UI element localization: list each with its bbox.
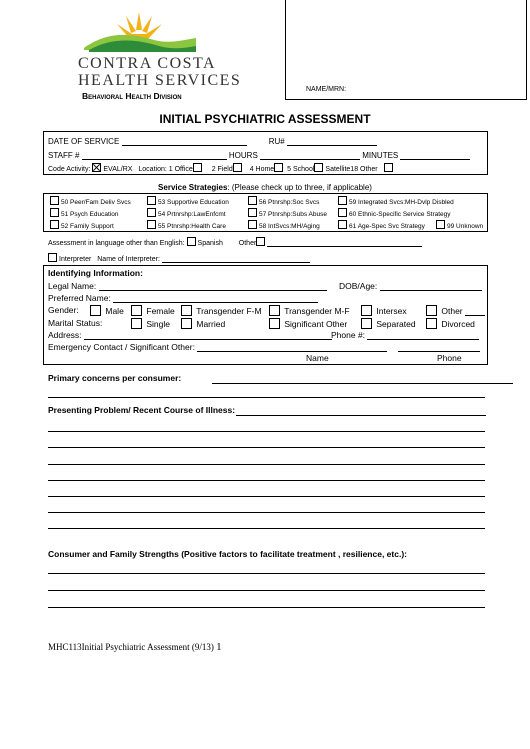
strategy-item[interactable] <box>147 196 229 206</box>
strategy-label: Age-Spec Svc Strategy <box>357 223 425 230</box>
strategy-code: 60 <box>349 211 357 218</box>
presenting-problem-line[interactable] <box>48 528 485 529</box>
strategy-label: IntSvcs:MH/Aging <box>268 223 320 230</box>
date-of-service-row <box>48 137 377 146</box>
strategy-item[interactable] <box>147 220 226 230</box>
marital-checkbox[interactable] <box>181 318 192 329</box>
strategy-checkbox[interactable] <box>50 208 59 217</box>
emergency-row <box>48 342 480 352</box>
strategy-code: 61 <box>349 223 357 230</box>
loc-school-label: 5 School <box>287 166 315 173</box>
emergency-phone-caption: Phone <box>437 353 462 363</box>
legal-name-row <box>48 281 327 291</box>
preferred-name-row <box>48 293 318 303</box>
gender-other-field[interactable] <box>465 315 485 316</box>
strategy-item[interactable] <box>50 208 118 218</box>
minutes-field[interactable] <box>400 159 470 160</box>
strategy-checkbox[interactable] <box>248 220 257 229</box>
presenting-problem-line[interactable] <box>48 496 485 497</box>
name-mrn-label: NAME/MRN: <box>306 86 347 93</box>
gender-option[interactable] <box>361 305 407 316</box>
service-strategies-heading-rest: : (Please check up to three, if applicable) <box>227 183 372 192</box>
loc-home-checkbox[interactable] <box>274 163 283 172</box>
other-language-checkbox[interactable] <box>256 237 265 246</box>
hours-label: HOURS <box>228 151 258 160</box>
gender-option[interactable] <box>181 305 262 316</box>
loc-office-checkbox[interactable] <box>193 163 202 172</box>
gender-option[interactable] <box>131 305 175 316</box>
marital-option-label: Divorced <box>441 319 475 329</box>
code-activity-row <box>48 163 395 173</box>
strategy-label: Family Support <box>70 223 114 230</box>
loc-satellite-label: Satellite18 Other <box>325 166 378 173</box>
marital-checkbox[interactable] <box>269 318 280 329</box>
language-row <box>48 237 422 247</box>
loc-office-label: 1 Office <box>168 166 193 173</box>
presenting-problem-line[interactable] <box>236 415 486 416</box>
marital-checkbox[interactable] <box>426 318 437 329</box>
gender-option-label: Male <box>105 306 124 316</box>
strategy-item[interactable] <box>147 208 226 218</box>
strategy-label: Psych Education <box>70 211 119 218</box>
date-of-service-label: DATE OF SERVICE <box>48 137 120 146</box>
strategy-code: 57 <box>259 211 267 218</box>
preferred-name-label: Preferred Name: <box>48 293 111 303</box>
primary-concerns-line[interactable] <box>212 383 513 384</box>
strategy-checkbox[interactable] <box>50 196 59 205</box>
service-strategies-heading <box>0 183 530 192</box>
gender-checkbox[interactable] <box>269 305 280 316</box>
strategy-label: Unknown <box>456 223 484 230</box>
strategy-item[interactable] <box>436 220 483 230</box>
interpreter-checkbox[interactable] <box>48 253 57 262</box>
strategy-label: Ptnrshp:Soc Svcs <box>268 199 320 206</box>
address-label: Address: <box>48 330 82 340</box>
gender-checkbox[interactable] <box>90 305 101 316</box>
gender-option-label: Transgender M-F <box>284 306 350 316</box>
loc-other-checkbox[interactable] <box>384 163 393 172</box>
presenting-problem-label: Presenting Problem/ Recent Course of Illness: <box>48 405 236 415</box>
org-name-line1: CONTRA COSTA <box>78 55 217 72</box>
footer-form-label: MHC113Initial Psychiatric Assessment (9/13) <box>48 642 214 652</box>
strategy-label: Peer/Fam Deliv Svcs <box>70 199 131 206</box>
minutes-label: MINUTES <box>362 151 399 160</box>
strategy-label: Integrated Svcs:MH-Dvlp Disbled <box>358 199 454 206</box>
contra-costa-logo <box>84 10 199 58</box>
dob-label: DOB/Age: <box>339 281 378 291</box>
presenting-problem-line[interactable] <box>48 512 485 513</box>
marital-option-label: Separated <box>376 319 416 329</box>
strategy-code: 59 <box>349 199 357 206</box>
code-activity-value: EVAL/RX <box>103 166 133 173</box>
strategy-code: 52 <box>61 223 69 230</box>
presenting-problem-line[interactable] <box>48 431 485 432</box>
dob-row <box>339 281 482 291</box>
other-language-label: Other <box>238 240 257 247</box>
hours-field[interactable] <box>260 159 360 160</box>
language-label: Assessment in language other than English: <box>48 240 185 247</box>
code-activity-checkbox[interactable] <box>92 163 101 172</box>
marital-option-label: Single <box>146 319 171 329</box>
strategy-checkbox[interactable] <box>436 220 445 229</box>
marital-option-label: Married <box>196 319 226 329</box>
emergency-phone-field[interactable] <box>398 351 480 352</box>
interpreter-name-label: Name of Interpreter: <box>97 256 160 263</box>
marital-option[interactable] <box>181 318 225 329</box>
staff-field[interactable] <box>82 159 227 160</box>
strategy-checkbox[interactable] <box>147 220 156 229</box>
emergency-label: Emergency Contact / Significant Other: <box>48 342 195 352</box>
strategy-code: 56 <box>259 199 267 206</box>
strategy-code: 58 <box>259 223 267 230</box>
strategy-checkbox[interactable] <box>338 220 347 229</box>
service-strategies-heading-bold: Service Strategies <box>158 183 228 192</box>
presenting-problem-line[interactable] <box>48 480 485 481</box>
division-name: Behavioral Health Division <box>82 91 182 101</box>
code-activity-label: Code Activity: <box>48 166 91 173</box>
phone-row <box>331 330 479 340</box>
page-number: 1 <box>216 641 222 653</box>
strategy-label: Ptnrshp:Subs Abuse <box>268 211 327 218</box>
strategy-item[interactable] <box>50 196 131 206</box>
marital-checkbox[interactable] <box>131 318 142 329</box>
strategy-checkbox[interactable] <box>248 196 257 205</box>
presenting-problem-line[interactable] <box>48 464 485 465</box>
address-row <box>48 330 332 340</box>
strategy-code: 99 <box>447 223 455 230</box>
strengths-line[interactable] <box>48 590 485 591</box>
date-of-service-field[interactable] <box>122 145 247 146</box>
marital-option[interactable] <box>131 318 170 329</box>
strategy-label: Supportive Education <box>167 199 229 206</box>
strategy-item[interactable] <box>248 196 319 206</box>
strategy-checkbox[interactable] <box>338 208 347 217</box>
strengths-line[interactable] <box>48 573 485 574</box>
strategy-checkbox[interactable] <box>338 196 347 205</box>
primary-concerns-line[interactable] <box>48 397 485 398</box>
strategy-item[interactable] <box>338 220 425 230</box>
gender-checkbox[interactable] <box>426 305 437 316</box>
loc-field-checkbox[interactable] <box>233 163 242 172</box>
preferred-name-field[interactable] <box>113 302 318 303</box>
interpreter-name-field[interactable] <box>162 262 310 263</box>
name-mrn-box[interactable] <box>285 0 527 100</box>
loc-school-checkbox[interactable] <box>314 163 323 172</box>
strategy-item[interactable] <box>248 208 327 218</box>
identifying-heading: Identifying Information: <box>48 268 143 278</box>
location-label: Location: <box>138 166 167 173</box>
strategy-checkbox[interactable] <box>50 220 59 229</box>
interpreter-row <box>48 253 310 263</box>
footer-form-id <box>48 641 222 653</box>
strategy-item[interactable] <box>338 196 454 206</box>
gender-option[interactable] <box>90 305 124 316</box>
gender-option-label: Intersex <box>376 306 407 316</box>
strategy-label: Prtnrshp:LawEnfcmt <box>167 211 226 218</box>
phone-field[interactable] <box>367 339 479 340</box>
gender-option[interactable] <box>269 305 350 316</box>
marital-checkbox[interactable] <box>361 318 372 329</box>
legal-name-label: Legal Name: <box>48 281 97 291</box>
staff-row <box>48 151 470 160</box>
loc-home-label: 4 Home <box>249 166 275 173</box>
strategy-code: 55 <box>158 223 166 230</box>
staff-label: STAFF # <box>48 151 80 160</box>
org-name-line2: HEALTH SERVICES <box>78 72 242 89</box>
gender-option[interactable] <box>426 305 485 316</box>
marital-label: Marital Status: <box>48 318 103 328</box>
strategy-code: 54 <box>158 211 166 218</box>
ru-label: RU# <box>268 137 285 146</box>
strategy-item[interactable] <box>338 208 451 218</box>
ru-field[interactable] <box>287 145 377 146</box>
gender-option-label: Female <box>146 306 175 316</box>
gender-option-label: Other <box>441 306 463 316</box>
strengths-label: Consumer and Family Strengths (Positive factors to facilitate treatment , resilience, etc.): <box>48 549 407 559</box>
primary-concerns-label: Primary concerns per consumer: <box>48 373 182 383</box>
dob-field[interactable] <box>380 290 482 291</box>
legal-name-field[interactable] <box>99 290 327 291</box>
strategy-code: 53 <box>158 199 166 206</box>
interpreter-label: Interpreter <box>59 256 92 263</box>
marital-option-label: Significant Other <box>284 319 348 329</box>
strategy-item[interactable] <box>50 220 114 230</box>
gender-label: Gender: <box>48 305 79 315</box>
other-language-field[interactable] <box>267 246 422 247</box>
strategy-code: 51 <box>61 211 69 218</box>
presenting-problem-line[interactable] <box>48 447 485 448</box>
strategy-label: Ptnrshp:Health Care <box>167 223 226 230</box>
phone-label: Phone #: <box>331 330 366 340</box>
gender-checkbox[interactable] <box>181 305 192 316</box>
strategy-label: Ethnic-Specific Service Strategy <box>358 211 451 218</box>
strategy-checkbox[interactable] <box>147 196 156 205</box>
strategy-checkbox[interactable] <box>147 208 156 217</box>
strategy-item[interactable] <box>248 220 320 230</box>
gender-checkbox[interactable] <box>131 305 142 316</box>
gender-option-label: Transgender F-M <box>196 306 262 316</box>
loc-field-label: 2 Field <box>211 166 233 173</box>
marital-option[interactable] <box>361 318 416 329</box>
spanish-checkbox[interactable] <box>187 237 196 246</box>
spanish-label: Spanish <box>197 240 223 247</box>
page-title: INITIAL PSYCHIATRIC ASSESSMENT <box>159 112 371 126</box>
marital-option[interactable] <box>269 318 347 329</box>
address-field[interactable] <box>84 339 332 340</box>
gender-checkbox[interactable] <box>361 305 372 316</box>
strengths-line[interactable] <box>48 607 485 608</box>
emergency-name-caption: Name <box>306 353 329 363</box>
strategy-code: 50 <box>61 199 69 206</box>
strategy-checkbox[interactable] <box>248 208 257 217</box>
marital-option[interactable] <box>426 318 475 329</box>
emergency-name-field[interactable] <box>197 351 387 352</box>
